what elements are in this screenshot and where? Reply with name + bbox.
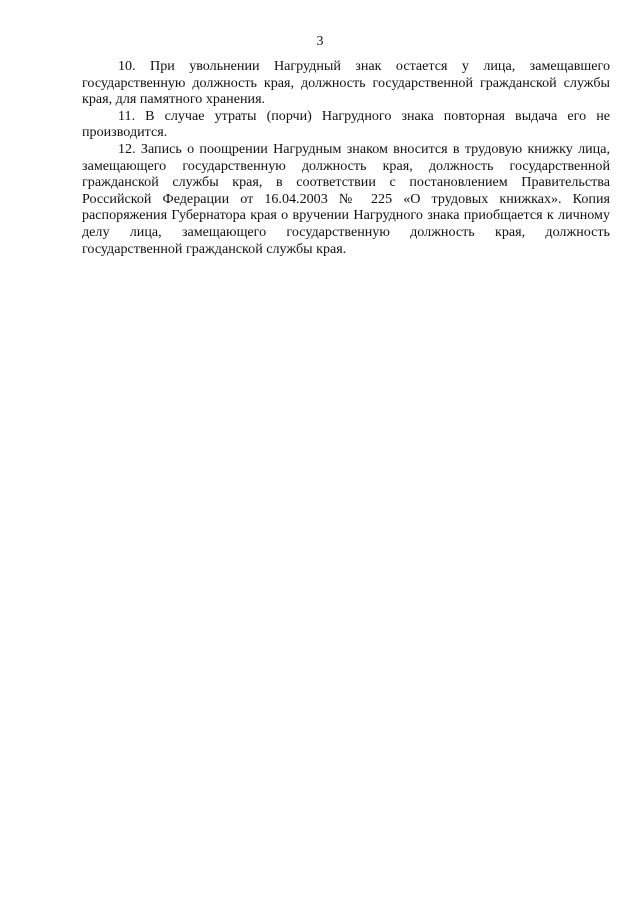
paragraph-10: 10. При увольнении Нагрудный знак остается у лица, замещавшего государственную должность края, должность государственной гражданской службы края, для памятного хранения. xyxy=(82,58,610,108)
page-number: 3 xyxy=(316,34,324,49)
document-body xyxy=(82,58,610,257)
paragraph-11: 11. В случае утраты (порчи) Нагрудного знака повторная выдача его не производится. xyxy=(82,107,610,141)
paragraph-12: 12. Запись о поощрении Нагрудным знаком вносится в трудовую книжку лица, замещающего государственную должность края, должность государственной гражданской службы края, в соответствии с постановлением Правительства Российской Федерации от 16.04.2003 № 225 «О трудовых книжках». Копия распоряжения Губернатора края о вручении Нагрудного знака приобщается к личному делу лица, замещающего государственную должность края, должность государственной гражданской службы края. xyxy=(82,140,610,257)
